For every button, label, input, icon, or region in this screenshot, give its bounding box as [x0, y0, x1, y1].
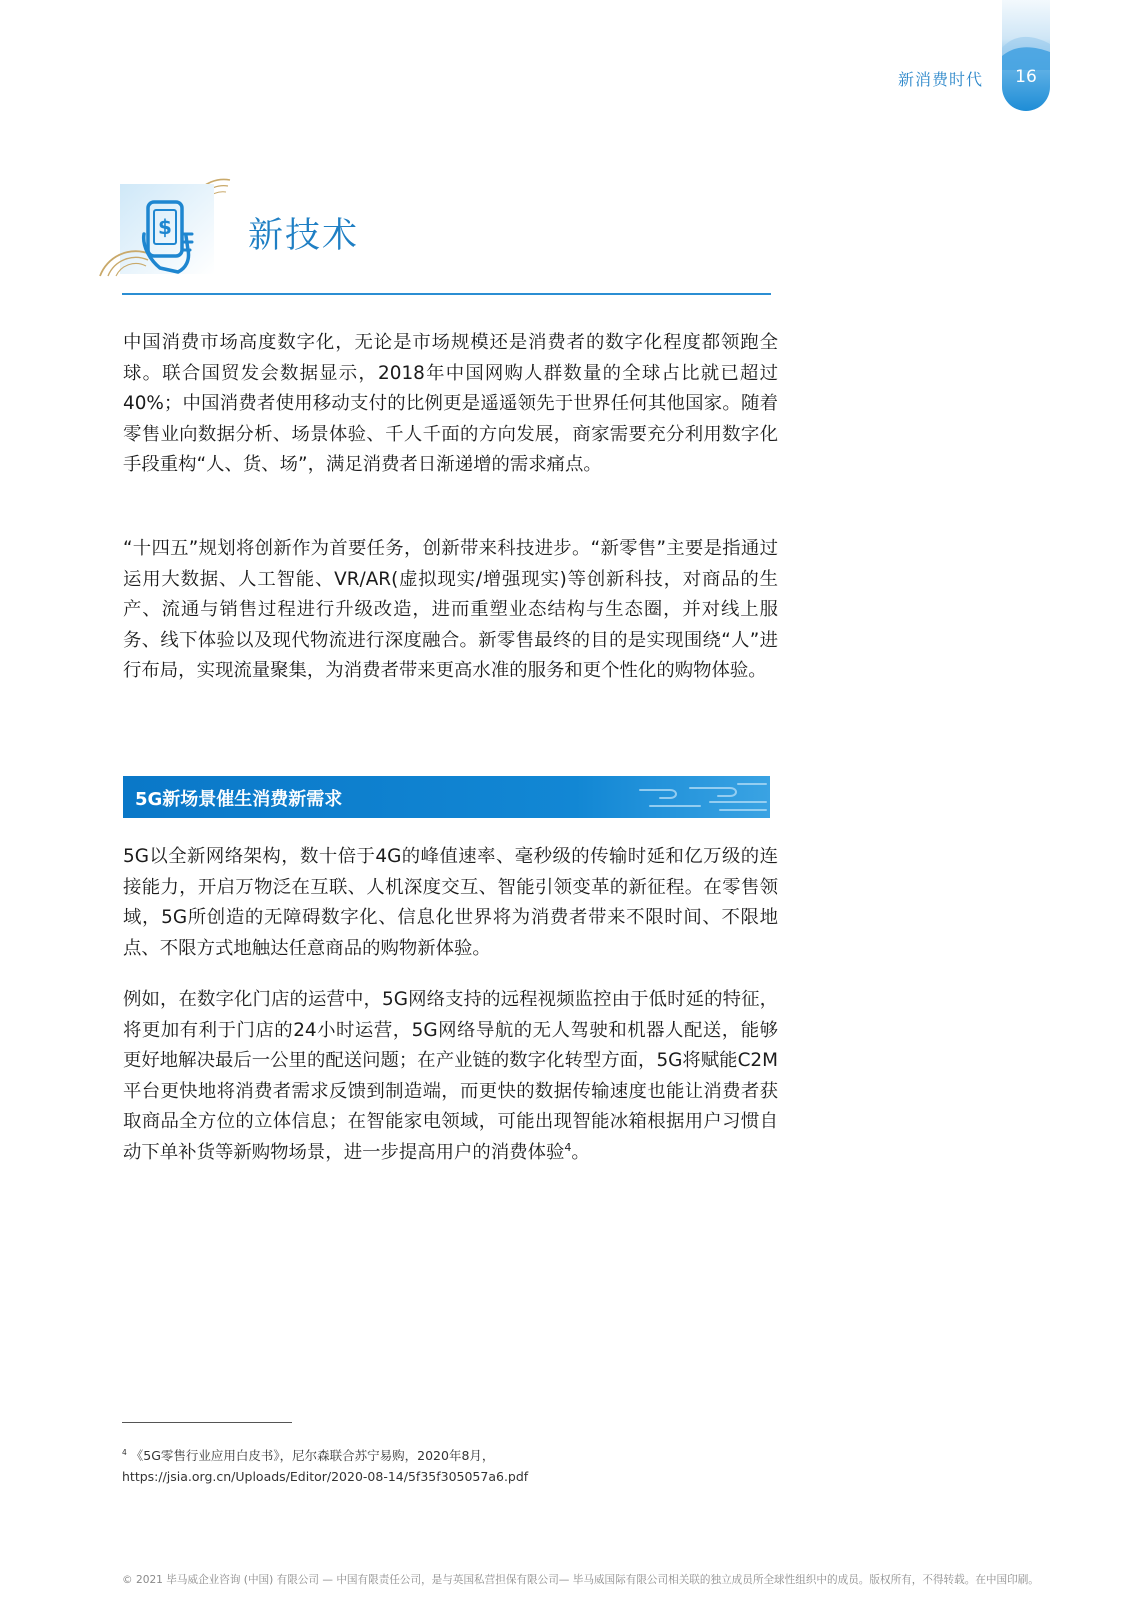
paragraph — [123, 985, 778, 1169]
paragraph-end: 。 — [571, 1141, 590, 1163]
running-title: 新消费时代 — [898, 70, 984, 89]
mobile-payment-icon — [98, 176, 238, 286]
footnote-citation: 《5G零售行业应用白皮书》，尼尔森联合苏宁易购，2020年8月， — [130, 1448, 495, 1463]
page-number: 16 — [1015, 67, 1037, 87]
paragraph: 5G以全新网络架构，数十倍于4G的峰值速率、毫秒级的传输时延和亿万级的连接能力，开启万物泛在互联、人机深度交互、智能引领变革的新征程。在零售领域，5G所创造的无障碍数字化、信息化世界将为消费者带来不限时间、不限地点、不限方式地触达任意商品的购物新体验。 — [123, 846, 778, 959]
copyright-notice: © 2021 毕马威企业咨询 (中国) 有限公司 — 中国有限责任公司，是与英国私营担保有限公司— 毕马威国际有限公司相关联的独立成员所全球性组织中的成员。版权所有，不得转载。在中国印刷。 — [122, 1574, 1039, 1586]
footnote — [122, 1445, 528, 1487]
wave-lines-decoration — [630, 776, 770, 818]
title-divider — [122, 293, 771, 295]
footnote-divider — [122, 1422, 292, 1423]
svg-text:$: $ — [158, 215, 172, 239]
footnote-marker: 4 — [122, 1447, 127, 1457]
paragraph-text: 例如，在数字化门店的运营中，5G网络支持的远程视频监控由于低时延的特征，将更加有利于门店的24小时运营，5G网络导航的无人驾驶和机器人配送，能够更好地解决最后一公里的配送问题；在产业链的数字化转型方面，5G将赋能C2M平台更快地将消费者需求反馈到制造端，而更快的数据传输速度也能让消费者获取商品全方位的立体信息；在智能家电领域，可能出现智能冰箱根据用户习惯自动下单补货等新购物场景，进一步提高用户的消费体验 — [123, 989, 778, 1163]
paragraph: 中国消费市场高度数字化，无论是市场规模还是消费者的数字化程度都领跑全球。联合国贸发会数据显示，2018年中国网购人群数量的全球占比就已超过40%；中国消费者使用移动支付的比例更是遥遥领先于世界任何其他国家。随着零售业向数据分析、场景体验、千人千面的方向发展，商家需要充分利用数字化手段重构“人、货、场”，满足消费者日渐递增的需求痛点。 — [123, 332, 778, 476]
subheading-title: 5G新场景催生消费新需求 — [135, 789, 343, 810]
footnote-url[interactable]: https://jsia.org.cn/Uploads/Editor/2020-08-14/5f35f305057a6.pdf — [122, 1469, 529, 1484]
wave-decoration — [1002, 30, 1050, 70]
footnote-reference[interactable]: 4 — [564, 1140, 572, 1154]
paragraph: “十四五”规划将创新作为首要任务，创新带来科技进步。“新零售”主要是指通过运用大数据、人工智能、VR/AR(虚拟现实/增强现实)等创新科技，对商品的生产、流通与销售过程进行升级改造，进而重塑业态结构与生态圈，并对线上服务、线下体验以及现代物流进行深度融合。新零售最终的目的是实现围绕“人”进行布局，实现流量聚集，为消费者带来更高水准的服务和更个性化的购物体验。 — [123, 538, 778, 682]
subheading-bar — [123, 776, 770, 818]
section-title: 新技术 — [248, 216, 360, 256]
